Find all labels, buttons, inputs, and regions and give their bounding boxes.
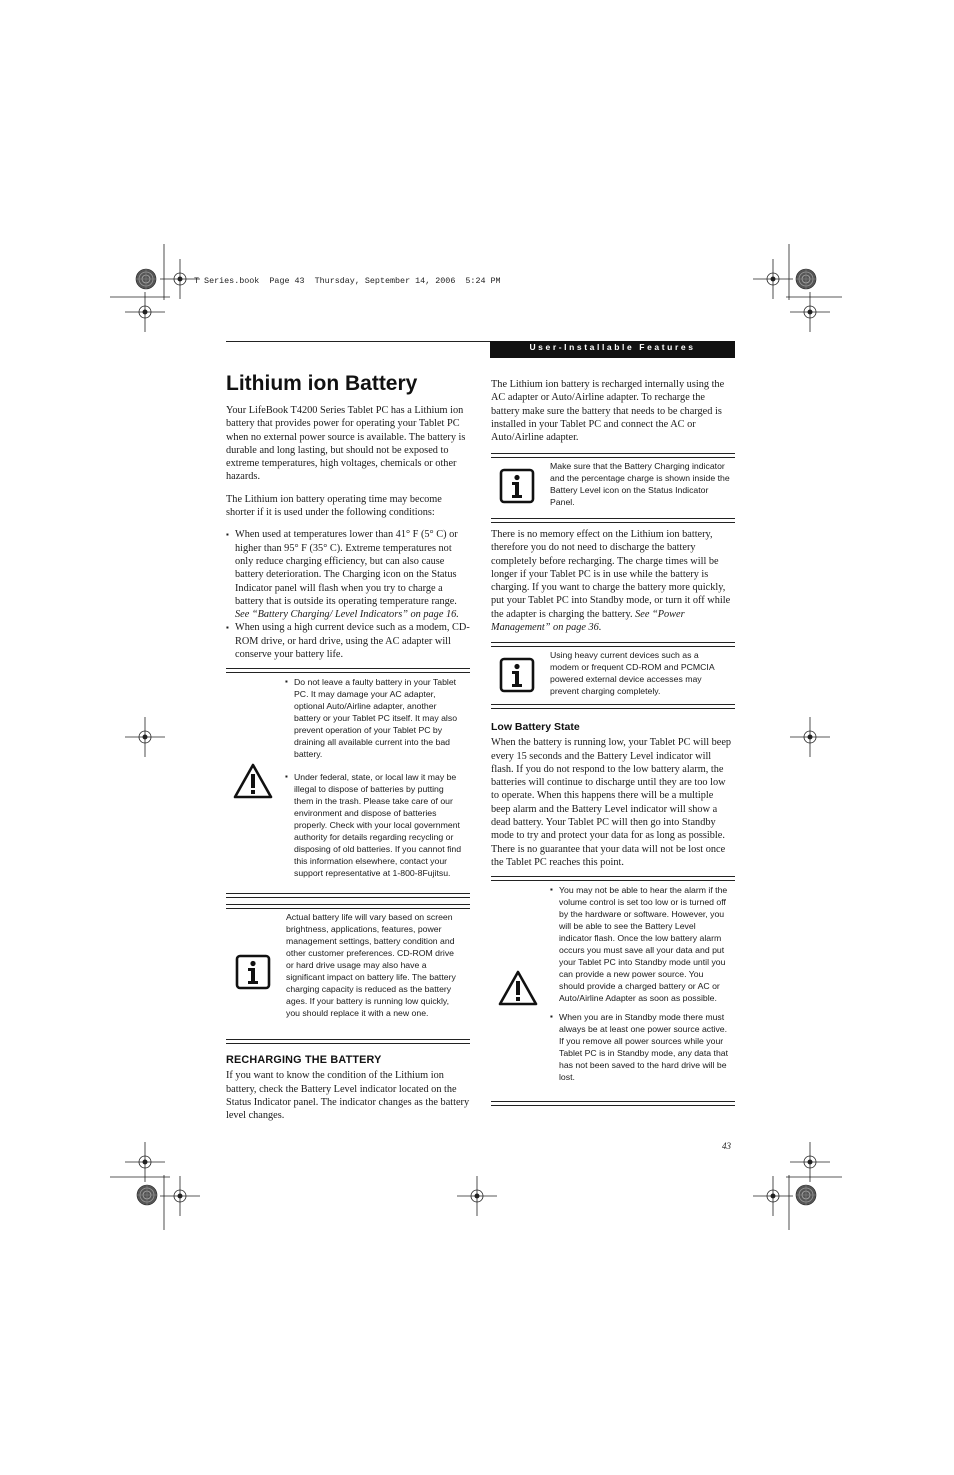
list-item: ▪ When used at temperatures lower than 41° F (5° C) or higher than 95° F (35° C). Extreme temperatures not only reduce charging efficiency, but can also cause battery deterioration. The Charging icon on the Status Indicator panel will flash when you try to charge a battery that is outside its operating temperature range. See “Battery Charging/ Level Indicators” on page 16. (226, 528, 470, 621)
left-column (226, 404, 470, 661)
info-i-icon (235, 954, 271, 990)
low-battery-section (491, 721, 735, 878)
intro-paragraph-1: Your LifeBook T4200 Series Tablet PC has a Lithium ion battery that provides power for operating your Tablet PC when no external power source is available. The battery is durable and long lasting, but should not be exposed to extreme temperatures, high voltages, chemicals or other hazards. (226, 405, 466, 483)
info-text-2: Make sure that the Battery Charging indicator and the percentage charge is shown inside the Battery Level icon on the Status Indicator Panel. (550, 461, 730, 507)
right-column-top (491, 378, 735, 453)
section-header: User-Installable Features (490, 341, 735, 358)
list-item: ▪ Do not leave a faulty battery in your Tablet PC. It may damage your AC adapter, optional Auto/Airline adapter, another battery or your Tablet PC itself. It may also prevent operation of your Tablet PC by draining all available current into the bad battery. (285, 676, 463, 760)
recharge-paragraph: The Lithium ion battery is recharged internally using the AC adapter or Auto/Airline adapter. To recharge the battery make sure the battery that needs to be charged is installed in your Tablet PC and connect the AC or Auto/Airline adapter. (491, 379, 725, 444)
list-item: ▪ Under federal, state, or local law it may be illegal to dispose of batteries by putting them in the trash. Please take care of our environment and dispose of batteries properly. Check with your local government authority for details regarding recycling or disposing of old batteries. If you cannot find this information elsewhere, contact your support representative at 1-800-8Fujitsu. (285, 771, 463, 879)
info-text-3: Using heavy current devices such as a modem or frequent CD-ROM and PCMCIA powered external device accesses may prevent charging completely. (550, 650, 715, 696)
recharging-paragraph: If you want to know the condition of the Lithium ion battery, check the Battery Level indicator located on the Status Indicator panel. The indicator changes as the battery level changes. (226, 1070, 470, 1122)
header-rule (226, 341, 490, 342)
recharging-heading: RECHARGING THE BATTERY (226, 1054, 382, 1066)
low-battery-paragraph: When the battery is running low, your Tablet PC will beep every 15 seconds and the Battery Level indicator will flash. If you do not respond to the low battery alarm, the batteries will continue to discharge until they are too low to operate. When this happens there will be a multiple beep alarm and the Battery Level indicator will show a dead battery. Your Tablet PC will then go into Standby mode to try and protect your data for as long as possible. There is no guarantee that your data will not be lost once the Tablet PC reaches this point. (491, 737, 732, 868)
memory-effect-paragraph: There is no memory effect on the Lithium ion battery, therefore you do not need to discharge the battery completely before recharging. The charge times will be longer if your Tablet PC is in use while the battery is charging. If you want to charge the battery more quickly, put your Tablet PC into Standby mode, or turn it off while the adapter is charging the battery. See “Power Management” on page 36. (491, 529, 731, 634)
warning-triangle-icon (498, 970, 538, 1006)
warning-triangle-icon (233, 763, 273, 799)
recharging-section (226, 1054, 470, 1131)
low-battery-heading: Low Battery State (491, 721, 580, 733)
conditions-list (226, 528, 470, 661)
info-i-icon (499, 657, 535, 693)
intro-paragraph-2: The Lithium ion battery operating time may become shorter if it is used under the following conditions: (226, 493, 442, 519)
page-title: Lithium ion Battery (226, 372, 418, 395)
right-column-middle (491, 528, 735, 643)
caution-text-2 (550, 884, 730, 1088)
list-item: ▪ When using a high current device such as a modem, CD-ROM drive, or hard drive, using the AC adapter will conserve your battery life. (226, 621, 470, 661)
info-i-icon (499, 468, 535, 504)
info-text-1: Actual battery life will vary based on screen brightness, applications, features, power management settings, battery condition and other customer preferences. CD-ROM drive or hard drive usage may also have a significant impact on battery life. The battery charging capacity is reduced as the battery ages. If your battery is running low quickly, you should replace it with a new one. (286, 912, 456, 1018)
caution-text-1 (285, 676, 463, 884)
list-item: ▪ You may not be able to hear the alarm if the volume control is set too low or is turned off by the hardware or software. However, you will be able to see the Battery Level indicator flash. Once the low battery alarm occurs you must save all your data and put your Tablet PC into Standby mode until you can provide a new power source. You should provide a charged battery or AC or Auto/Airline Adapter as soon as possible. (550, 884, 730, 1004)
print-slug: T Series.book Page 43 Thursday, September 14, 2006 5:24 PM (194, 276, 501, 286)
list-item: ▪ When you are in Standby mode there must always be at least one power source active. If you remove all power sources while your Tablet PC is in Standby mode, any data that has not been saved to the hard drive will be lost. (550, 1011, 730, 1083)
page-number: 43 (722, 1141, 731, 1151)
